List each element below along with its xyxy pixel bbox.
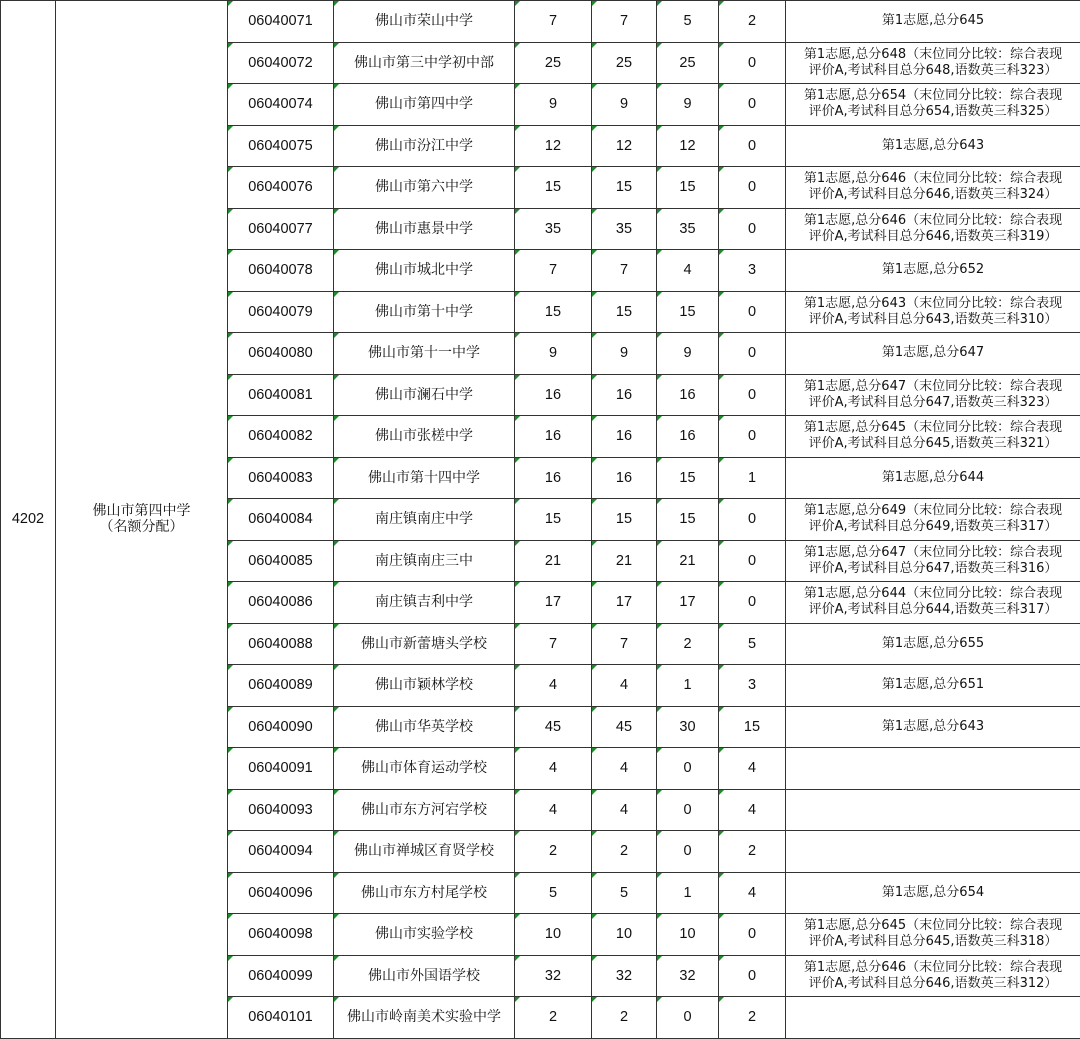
admitted-cell: 12 — [657, 125, 719, 167]
cutoff-note-cell — [786, 665, 1080, 707]
middle-school-name-cell: 佛山市外国语学校 — [334, 955, 515, 997]
middle-school-code-cell: 06040090 — [228, 706, 334, 748]
middle-school-code-cell: 06040082 — [228, 416, 334, 458]
cutoff-note-cell — [786, 748, 1080, 790]
remaining-cell: 5 — [719, 623, 786, 665]
middle-school-code-cell: 06040101 — [228, 997, 334, 1039]
middle-school-code-cell: 06040088 — [228, 623, 334, 665]
plan-cell: 4 — [592, 789, 657, 831]
remaining-cell: 0 — [719, 416, 786, 458]
admitted-cell: 15 — [657, 457, 719, 499]
cutoff-note-line: 第1志愿,总分648（末位同分比较：综合表现 — [790, 47, 1076, 63]
remaining-cell: 4 — [719, 748, 786, 790]
middle-school-name-cell: 南庄镇吉利中学 — [334, 582, 515, 624]
remaining-cell: 0 — [719, 84, 786, 126]
cutoff-note-cell — [786, 208, 1080, 250]
cutoff-note-cell — [786, 1, 1080, 43]
cutoff-note-line: 第1志愿,总分645（末位同分比较：综合表现 — [790, 918, 1076, 934]
group-school-name: 佛山市第四中学 — [56, 503, 227, 519]
plan-cell: 7 — [592, 1, 657, 43]
middle-school-code-cell: 06040091 — [228, 748, 334, 790]
cutoff-note-cell — [786, 872, 1080, 914]
quota-cell: 4 — [515, 748, 592, 790]
plan-cell: 35 — [592, 208, 657, 250]
plan-cell: 12 — [592, 125, 657, 167]
cutoff-note-line: 第1志愿,总分643 — [790, 138, 1076, 154]
quota-cell: 17 — [515, 582, 592, 624]
middle-school-name-cell: 佛山市东方河宕学校 — [334, 789, 515, 831]
cutoff-note-line: 评价A,考试科目总分647,语数英三科323） — [790, 395, 1076, 411]
middle-school-name-cell: 佛山市岭南美术实验中学 — [334, 997, 515, 1039]
quota-cell: 15 — [515, 291, 592, 333]
cutoff-note-cell — [786, 623, 1080, 665]
middle-school-code-cell: 06040075 — [228, 125, 334, 167]
remaining-cell: 2 — [719, 997, 786, 1039]
cutoff-note-cell — [786, 84, 1080, 126]
remaining-cell: 0 — [719, 167, 786, 209]
admitted-cell: 30 — [657, 706, 719, 748]
middle-school-name-cell: 佛山市张槎中学 — [334, 416, 515, 458]
admitted-cell: 9 — [657, 84, 719, 126]
middle-school-name-cell: 佛山市第四中学 — [334, 84, 515, 126]
quota-cell: 21 — [515, 540, 592, 582]
middle-school-code-cell: 06040089 — [228, 665, 334, 707]
admitted-cell: 1 — [657, 872, 719, 914]
quota-cell: 25 — [515, 42, 592, 84]
cutoff-note-line: 第1志愿,总分651 — [790, 677, 1076, 693]
remaining-cell: 0 — [719, 208, 786, 250]
middle-school-code-cell: 06040077 — [228, 208, 334, 250]
cutoff-note-line: 评价A,考试科目总分646,语数英三科312） — [790, 976, 1076, 992]
middle-school-name-cell: 佛山市东方村尾学校 — [334, 872, 515, 914]
plan-cell: 16 — [592, 374, 657, 416]
cutoff-note-cell — [786, 374, 1080, 416]
admitted-cell: 9 — [657, 333, 719, 375]
plan-cell: 7 — [592, 623, 657, 665]
plan-cell: 21 — [592, 540, 657, 582]
cutoff-note-line: 第1志愿,总分652 — [790, 262, 1076, 278]
cutoff-note-line: 第1志愿,总分646（末位同分比较：综合表现 — [790, 960, 1076, 976]
middle-school-name-cell: 南庄镇南庄三中 — [334, 540, 515, 582]
plan-cell: 9 — [592, 333, 657, 375]
cutoff-note-line: 第1志愿,总分647 — [790, 345, 1076, 361]
admitted-cell: 32 — [657, 955, 719, 997]
quota-cell: 45 — [515, 706, 592, 748]
cutoff-note-cell — [786, 831, 1080, 873]
cutoff-note-cell — [786, 499, 1080, 541]
admitted-cell: 0 — [657, 789, 719, 831]
cutoff-note-line: 第1志愿,总分644（末位同分比较：综合表现 — [790, 586, 1076, 602]
remaining-cell: 2 — [719, 1, 786, 43]
admitted-cell: 15 — [657, 499, 719, 541]
plan-cell: 15 — [592, 499, 657, 541]
middle-school-code-cell: 06040093 — [228, 789, 334, 831]
plan-cell: 4 — [592, 665, 657, 707]
quota-cell: 16 — [515, 374, 592, 416]
cutoff-note-line: 评价A,考试科目总分643,语数英三科310） — [790, 312, 1076, 328]
cutoff-note-line: 评价A,考试科目总分654,语数英三科325） — [790, 104, 1076, 120]
middle-school-code-cell: 06040071 — [228, 1, 334, 43]
cutoff-note-line: 第1志愿,总分646（末位同分比较：综合表现 — [790, 171, 1076, 187]
plan-cell: 2 — [592, 831, 657, 873]
middle-school-name-cell: 佛山市禅城区育贤学校 — [334, 831, 515, 873]
plan-cell: 32 — [592, 955, 657, 997]
admitted-cell: 16 — [657, 374, 719, 416]
middle-school-name-cell: 佛山市颖林学校 — [334, 665, 515, 707]
cutoff-note-line: 评价A,考试科目总分644,语数英三科317） — [790, 602, 1076, 618]
plan-cell: 16 — [592, 457, 657, 499]
cutoff-note-cell — [786, 914, 1080, 956]
middle-school-code-cell: 06040085 — [228, 540, 334, 582]
middle-school-code-cell: 06040084 — [228, 499, 334, 541]
middle-school-code-cell: 06040083 — [228, 457, 334, 499]
cutoff-note-line: 第1志愿,总分643 — [790, 719, 1076, 735]
cutoff-note-cell — [786, 789, 1080, 831]
plan-cell: 45 — [592, 706, 657, 748]
cutoff-note-cell — [786, 706, 1080, 748]
cutoff-note-cell — [786, 125, 1080, 167]
plan-cell: 7 — [592, 250, 657, 292]
cutoff-note-line: 第1志愿,总分654 — [790, 885, 1076, 901]
remaining-cell: 0 — [719, 125, 786, 167]
middle-school-name-cell: 佛山市第三中学初中部 — [334, 42, 515, 84]
remaining-cell: 3 — [719, 665, 786, 707]
cutoff-note-line: 第1志愿,总分654（末位同分比较：综合表现 — [790, 88, 1076, 104]
cutoff-note-cell — [786, 250, 1080, 292]
middle-school-code-cell: 06040078 — [228, 250, 334, 292]
remaining-cell: 3 — [719, 250, 786, 292]
middle-school-code-cell: 06040086 — [228, 582, 334, 624]
cutoff-note-line: 评价A,考试科目总分647,语数英三科316） — [790, 561, 1076, 577]
middle-school-name-cell: 佛山市惠景中学 — [334, 208, 515, 250]
admitted-cell: 17 — [657, 582, 719, 624]
middle-school-code-cell: 06040098 — [228, 914, 334, 956]
group-school-cell — [56, 1, 228, 1039]
plan-cell: 9 — [592, 84, 657, 126]
remaining-cell: 0 — [719, 333, 786, 375]
plan-cell: 25 — [592, 42, 657, 84]
middle-school-name-cell: 佛山市第十四中学 — [334, 457, 515, 499]
group-code-cell: 4202 — [1, 1, 56, 1039]
cutoff-note-cell — [786, 42, 1080, 84]
admitted-cell: 21 — [657, 540, 719, 582]
remaining-cell: 0 — [719, 42, 786, 84]
remaining-cell: 0 — [719, 374, 786, 416]
cutoff-note-cell — [786, 167, 1080, 209]
middle-school-code-cell: 06040074 — [228, 84, 334, 126]
middle-school-name-cell: 佛山市体育运动学校 — [334, 748, 515, 790]
quota-cell: 15 — [515, 499, 592, 541]
middle-school-name-cell: 佛山市第六中学 — [334, 167, 515, 209]
plan-cell: 10 — [592, 914, 657, 956]
admitted-cell: 0 — [657, 748, 719, 790]
quota-cell: 12 — [515, 125, 592, 167]
middle-school-name-cell: 佛山市汾江中学 — [334, 125, 515, 167]
middle-school-code-cell: 06040096 — [228, 872, 334, 914]
quota-cell: 35 — [515, 208, 592, 250]
remaining-cell: 0 — [719, 582, 786, 624]
admitted-cell: 35 — [657, 208, 719, 250]
table-row — [1, 1, 1080, 43]
middle-school-code-cell: 06040076 — [228, 167, 334, 209]
group-school-type: （名额分配） — [56, 519, 227, 535]
admitted-cell: 2 — [657, 623, 719, 665]
remaining-cell: 1 — [719, 457, 786, 499]
quota-cell: 16 — [515, 416, 592, 458]
cutoff-note-cell — [786, 457, 1080, 499]
remaining-cell: 4 — [719, 872, 786, 914]
quota-cell: 5 — [515, 872, 592, 914]
cutoff-note-cell — [786, 291, 1080, 333]
cutoff-note-line: 评价A,考试科目总分646,语数英三科324） — [790, 187, 1076, 203]
middle-school-name-cell: 南庄镇南庄中学 — [334, 499, 515, 541]
remaining-cell: 4 — [719, 789, 786, 831]
admitted-cell: 1 — [657, 665, 719, 707]
middle-school-name-cell: 佛山市第十一中学 — [334, 333, 515, 375]
admitted-cell: 15 — [657, 167, 719, 209]
quota-cell: 7 — [515, 1, 592, 43]
quota-cell: 15 — [515, 167, 592, 209]
quota-cell: 2 — [515, 831, 592, 873]
admitted-cell: 0 — [657, 997, 719, 1039]
cutoff-note-line: 评价A,考试科目总分649,语数英三科317） — [790, 519, 1076, 535]
cutoff-note-line: 评价A,考试科目总分645,语数英三科318） — [790, 934, 1076, 950]
admitted-cell: 4 — [657, 250, 719, 292]
cutoff-note-cell — [786, 333, 1080, 375]
middle-school-code-cell: 06040099 — [228, 955, 334, 997]
cutoff-note-line: 第1志愿,总分645（末位同分比较：综合表现 — [790, 420, 1076, 436]
remaining-cell: 0 — [719, 540, 786, 582]
cutoff-note-cell — [786, 582, 1080, 624]
plan-cell: 4 — [592, 748, 657, 790]
quota-cell: 16 — [515, 457, 592, 499]
remaining-cell: 2 — [719, 831, 786, 873]
middle-school-code-cell: 06040081 — [228, 374, 334, 416]
middle-school-code-cell: 06040072 — [228, 42, 334, 84]
plan-cell: 5 — [592, 872, 657, 914]
middle-school-code-cell: 06040094 — [228, 831, 334, 873]
middle-school-name-cell: 佛山市荣山中学 — [334, 1, 515, 43]
cutoff-note-line: 第1志愿,总分655 — [790, 636, 1076, 652]
plan-cell: 15 — [592, 167, 657, 209]
plan-cell: 15 — [592, 291, 657, 333]
admitted-cell: 0 — [657, 831, 719, 873]
quota-cell: 4 — [515, 789, 592, 831]
plan-cell: 17 — [592, 582, 657, 624]
middle-school-name-cell: 佛山市华英学校 — [334, 706, 515, 748]
middle-school-name-cell: 佛山市实验学校 — [334, 914, 515, 956]
cutoff-note-line: 评价A,考试科目总分646,语数英三科319） — [790, 229, 1076, 245]
admitted-cell: 25 — [657, 42, 719, 84]
quota-cell: 9 — [515, 84, 592, 126]
quota-cell: 10 — [515, 914, 592, 956]
remaining-cell: 15 — [719, 706, 786, 748]
cutoff-note-line: 评价A,考试科目总分648,语数英三科323） — [790, 63, 1076, 79]
middle-school-name-cell: 佛山市城北中学 — [334, 250, 515, 292]
cutoff-note-line: 第1志愿,总分645 — [790, 13, 1076, 29]
admitted-cell: 15 — [657, 291, 719, 333]
cutoff-note-line: 第1志愿,总分647（末位同分比较：综合表现 — [790, 545, 1076, 561]
cutoff-note-line: 第1志愿,总分644 — [790, 470, 1076, 486]
admitted-cell: 10 — [657, 914, 719, 956]
quota-cell: 32 — [515, 955, 592, 997]
quota-cell: 4 — [515, 665, 592, 707]
quota-cell: 2 — [515, 997, 592, 1039]
plan-cell: 2 — [592, 997, 657, 1039]
cutoff-note-cell — [786, 955, 1080, 997]
remaining-cell: 0 — [719, 291, 786, 333]
quota-cell: 9 — [515, 333, 592, 375]
remaining-cell: 0 — [719, 914, 786, 956]
remaining-cell: 0 — [719, 955, 786, 997]
middle-school-code-cell: 06040080 — [228, 333, 334, 375]
plan-cell: 16 — [592, 416, 657, 458]
cutoff-note-cell — [786, 997, 1080, 1039]
admitted-cell: 16 — [657, 416, 719, 458]
middle-school-name-cell: 佛山市第十中学 — [334, 291, 515, 333]
middle-school-name-cell: 佛山市澜石中学 — [334, 374, 515, 416]
table-body — [1, 1, 1080, 1039]
cutoff-note-line: 评价A,考试科目总分645,语数英三科321） — [790, 436, 1076, 452]
middle-school-name-cell: 佛山市新蕾塘头学校 — [334, 623, 515, 665]
cutoff-note-line: 第1志愿,总分646（末位同分比较：综合表现 — [790, 213, 1076, 229]
cutoff-note-cell — [786, 540, 1080, 582]
quota-cell: 7 — [515, 623, 592, 665]
cutoff-note-line: 第1志愿,总分647（末位同分比较：综合表现 — [790, 379, 1076, 395]
middle-school-code-cell: 06040079 — [228, 291, 334, 333]
cutoff-note-line: 第1志愿,总分643（末位同分比较：综合表现 — [790, 296, 1076, 312]
admitted-cell: 5 — [657, 1, 719, 43]
quota-cell: 7 — [515, 250, 592, 292]
cutoff-note-cell — [786, 416, 1080, 458]
remaining-cell: 0 — [719, 499, 786, 541]
cutoff-note-line: 第1志愿,总分649（末位同分比较：综合表现 — [790, 503, 1076, 519]
